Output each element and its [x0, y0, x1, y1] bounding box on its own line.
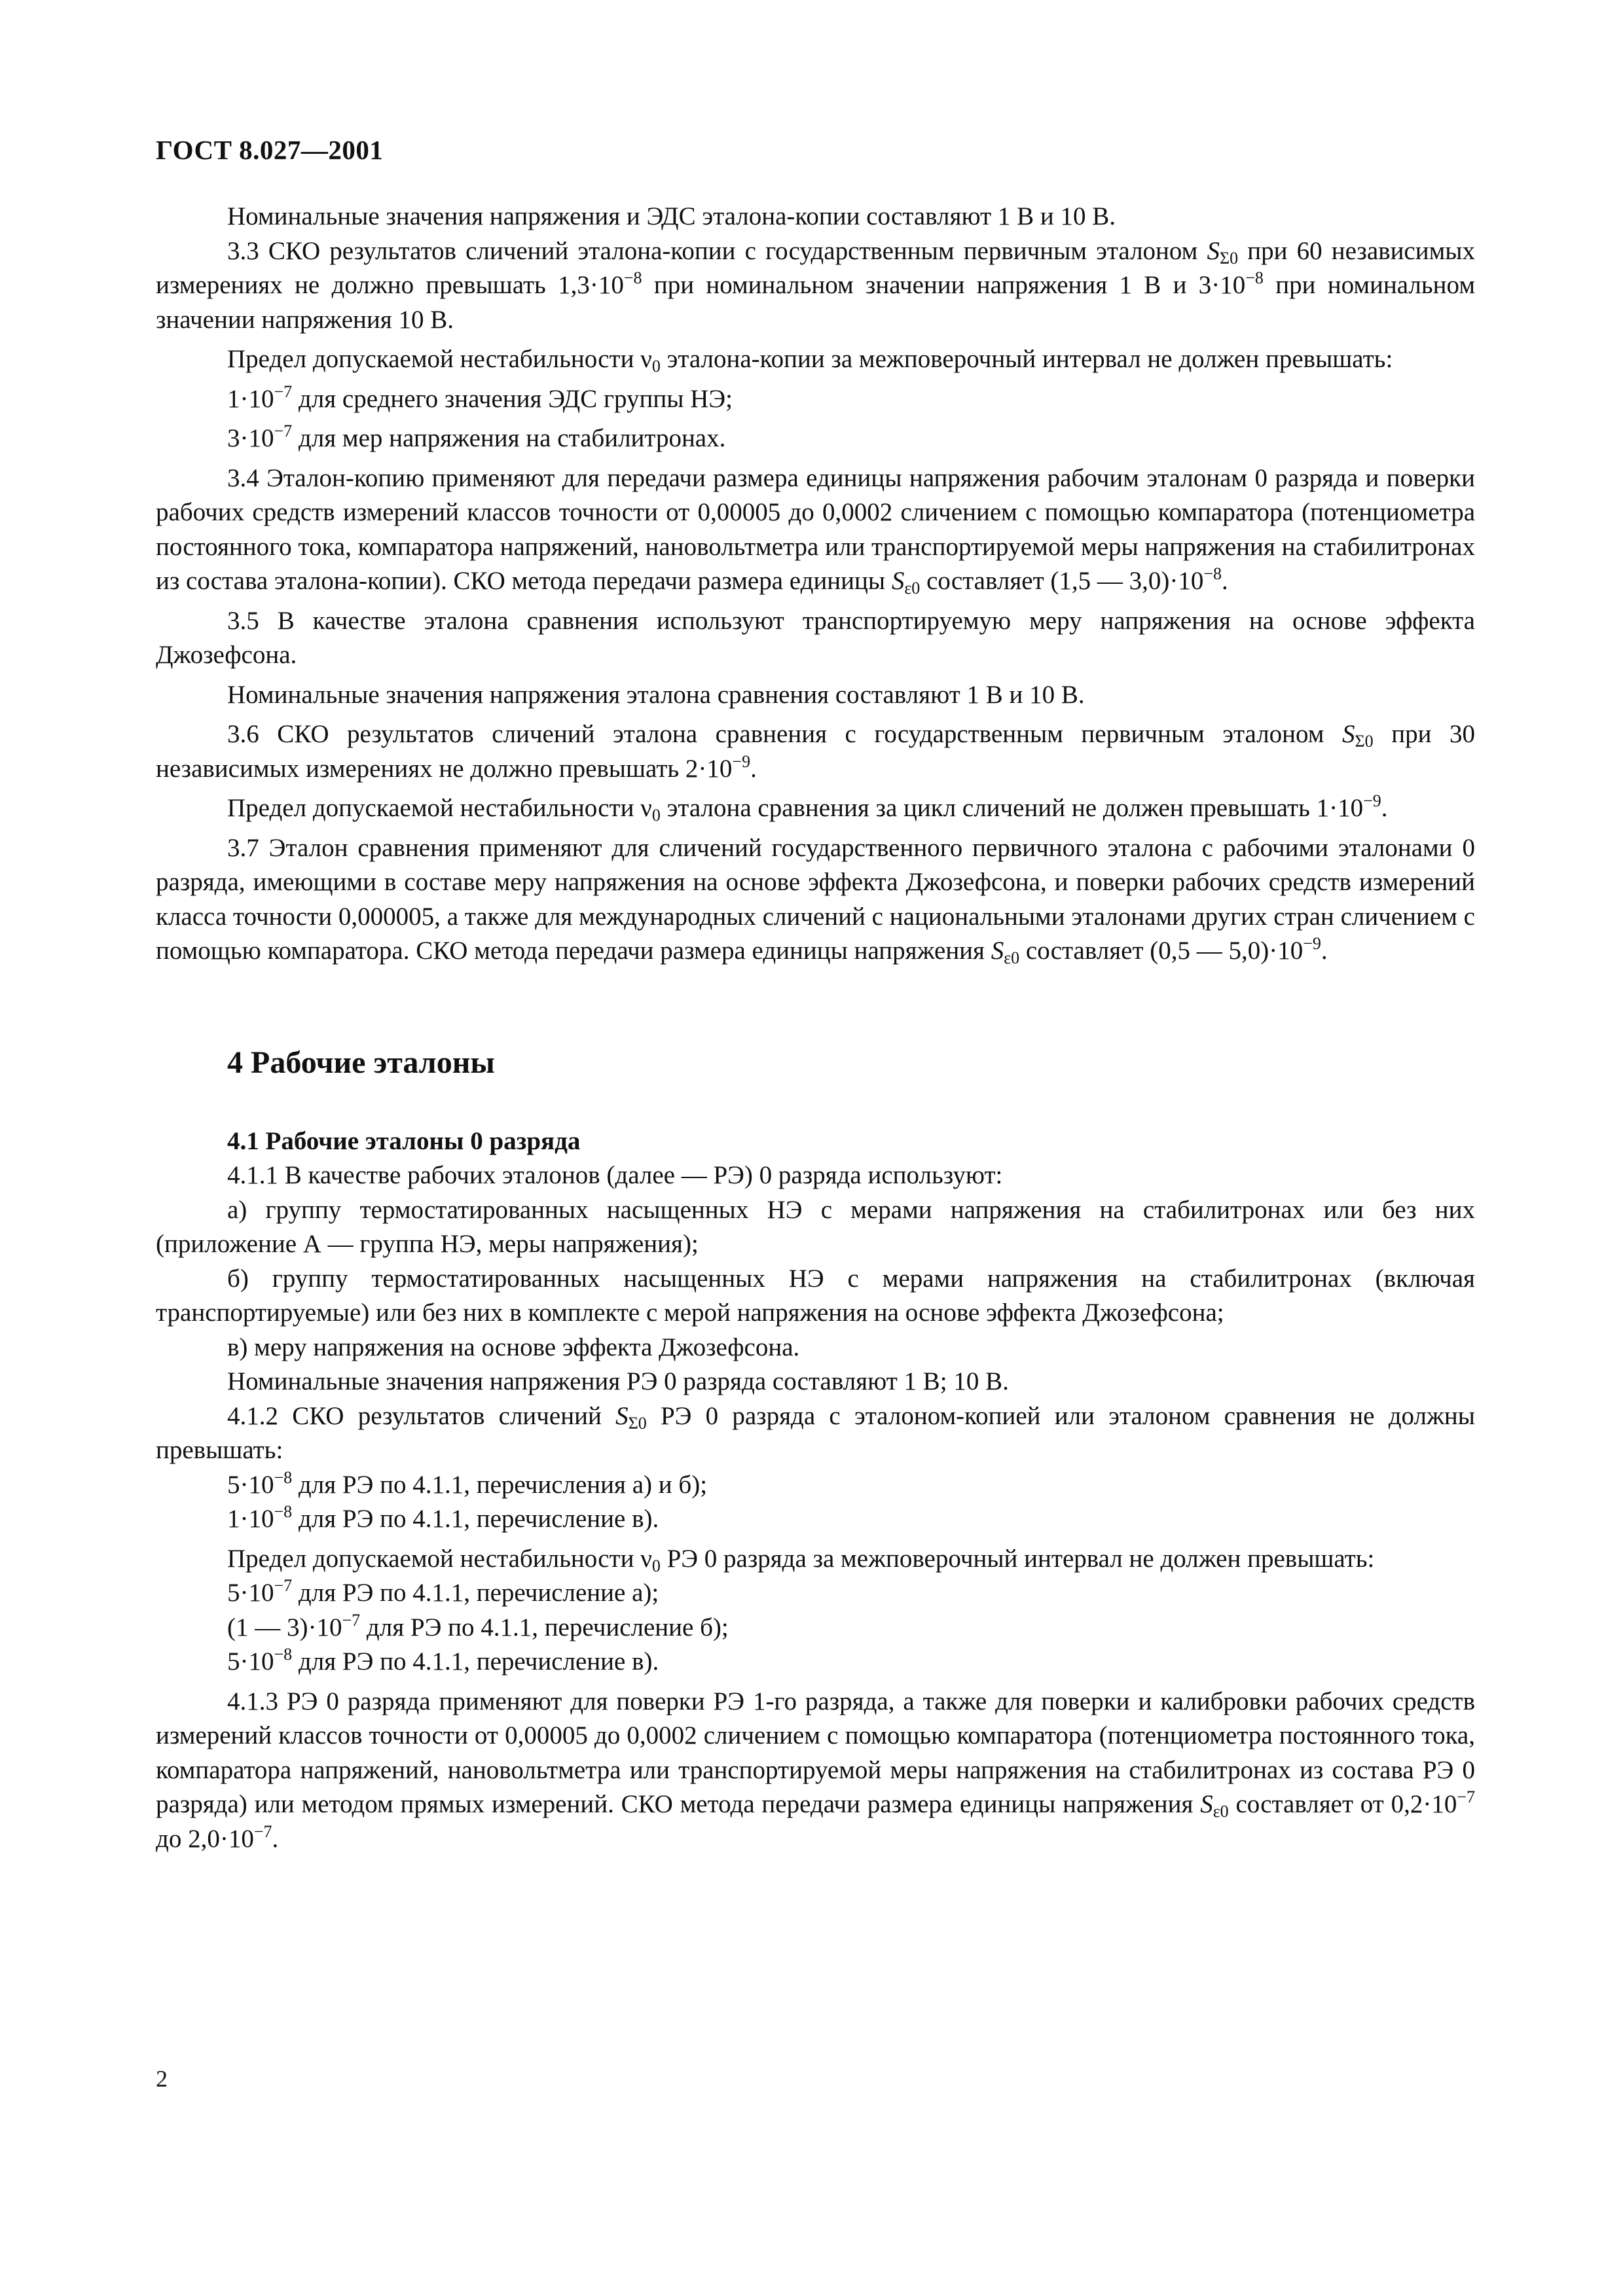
document-body — [156, 200, 1475, 1856]
paragraph-re-nominal: Номинальные значения напряжения РЭ 0 разряда составляют 1 В; 10 В. — [227, 1367, 1009, 1395]
paragraph-instability-limit: Предел допускаемой нестабильности $\nu_0$ эталона-копии за межповерочный интервал не должен превышать: — [227, 345, 1393, 376]
paragraph-3-5: 3.5 В качестве эталона сравнения используют транспортируемую меру напряжения на основе эффекта Джозефсона. — [156, 606, 1475, 669]
list-item-limit-v: $1\cdot 10^{-8}$ для РЭ по 4.1.1, перечисление в). — [227, 1502, 659, 1533]
paragraph-3-6: 3.6 СКО результатов сличений эталона сравнения с государственным первичным эталоном $S_{\Sigma 0}$ при 30 независимых измерениях не должно превышать $2\cdot 10^{-9}$. — [156, 720, 1476, 783]
paragraph-3-4: 3.4 Эталон-копию применяют для передачи размера единицы напряжения рабочим эталонам 0 разряда и поверки рабочих средств измерений классов точности от 0,00005 до 0,0002 сличением с помощью компаратора (потенциометра постоянного тока, компаратора напряжений, нановольтметра или транспортируемой меры напряжения на стабилитронах из состава эталона-копии). СКО метода передачи размера единицы $S_{\varepsilon 0}$ составляет (1,5 — $3,0)\cdot 10^{-8}$. — [156, 463, 1475, 598]
list-item-instability-v: $5\cdot 10^{-8}$ для РЭ по 4.1.1, перечисление в). — [227, 1645, 659, 1676]
paragraph-comparison-nominal: Номинальные значения напряжения эталона сравнения составляют 1 В и 10 В. — [227, 680, 1085, 709]
page-number: 2 — [156, 2066, 168, 2092]
paragraph-4-1-2: 4.1.2 СКО результатов сличений $S_{\Sigma 0}$ РЭ 0 разряда с эталоном-копией или эталоном сравнения не должны превышать: — [156, 1401, 1475, 1464]
document-header: ГОСТ 8.027—2001 — [156, 135, 384, 165]
subsection-title-4-1: 4.1 Рабочие эталоны 0 разряда — [227, 1126, 581, 1155]
list-item-limit-ab: $5\cdot 10^{-8}$ для РЭ по 4.1.1, перечисления а) и б); — [227, 1467, 708, 1499]
list-item-instability-a: $5\cdot 10^{-7}$ для РЭ по 4.1.1, перечисление а); — [227, 1576, 659, 1607]
section-title-working-standards: 4 Рабочие эталоны — [227, 1045, 495, 1080]
list-item-a: а) группу термостатированных насыщенных НЭ с мерами напряжения на стабилитронах или без них (приложение А — группа НЭ, меры напряжения); — [156, 1195, 1475, 1258]
paragraph-nominal-values: Номинальные значения напряжения и ЭДС эталона-копии составляют 1 В и 10 В. — [227, 202, 1116, 230]
paragraph-4-1-3: 4.1.3 РЭ 0 разряда применяют для поверки РЭ 1-го разряда, а также для поверки и калибровки рабочих средств измерений классов точности от 0,00005 до 0,0002 сличением с помощью компаратора (потенциометра постоянного тока, компаратора напряжений, нановольтметра или транспортируемой меры напряжения на стабилитронах из состава РЭ 0 разряда) или методом прямых измерений. СКО метода передачи размера единицы напряжения $S_{\varepsilon 0}$ составляет от $0,2\cdot 10^{-7}$ до $2,0\cdot 10^{-7}$. — [156, 1687, 1475, 1853]
list-item-zener-measures: $3\cdot 10^{-7}$ для мер напряжения на стабилитронах. — [227, 422, 726, 452]
paragraph-re-instability: Предел допускаемой нестабильности $\nu_0$ РЭ 0 разряда за межповерочный интервал не должен превышать: — [227, 1544, 1375, 1575]
list-item-instability-b: (1 — $3)\cdot 10^{-7}$ для РЭ по 4.1.1, перечисление б); — [227, 1610, 729, 1641]
list-item-b: б) группу термостатированных насыщенных НЭ с мерами напряжения на стабилитронах (включая транспортируемые) или без них в комплекте с мерой напряжения на основе эффекта Джозефсона; — [156, 1264, 1475, 1327]
paragraph-3-7: 3.7 Эталон сравнения применяют для сличений государственного первичного эталона с рабочими эталонами 0 разряда, имеющими в составе меру напряжения на основе эффекта Джозефсона, и поверки рабочих средств измерений класса точности 0,000005, а также для международных сличений с национальными эталонами других стран сличением с помощью компаратора. СКО метода передачи размера единицы напряжения $S_{\varepsilon 0}$ составляет (0,5 — $5,0)\cdot 10^{-9}$. — [156, 833, 1475, 967]
list-item-v: в) меру напряжения на основе эффекта Джозефсона. — [227, 1333, 800, 1361]
paragraph-4-1-1: 4.1.1 В качестве рабочих эталонов (далее — РЭ) 0 разряда используют: — [227, 1161, 1003, 1189]
list-item-emf-group: $1\cdot 10^{-7}$ для среднего значения ЭДС группы НЭ; — [227, 382, 733, 413]
paragraph-3-3: 3.3 СКО результатов сличений эталона-копии с государственным первичным эталоном $S_{\Sigma 0}$ при 60 независимых измерениях не должно превышать $1,3\cdot 10^{-8}$ при номинальном значении напряжения 1 В и $3\cdot 10^{-8}$ при номинальном значении напряжения 10 В. — [156, 236, 1475, 334]
paragraph-comparison-instability: Предел допускаемой нестабильности $\nu_0$ эталона сравнения за цикл сличений не должен превышать $1\cdot 10^{-9}$. — [227, 791, 1388, 825]
